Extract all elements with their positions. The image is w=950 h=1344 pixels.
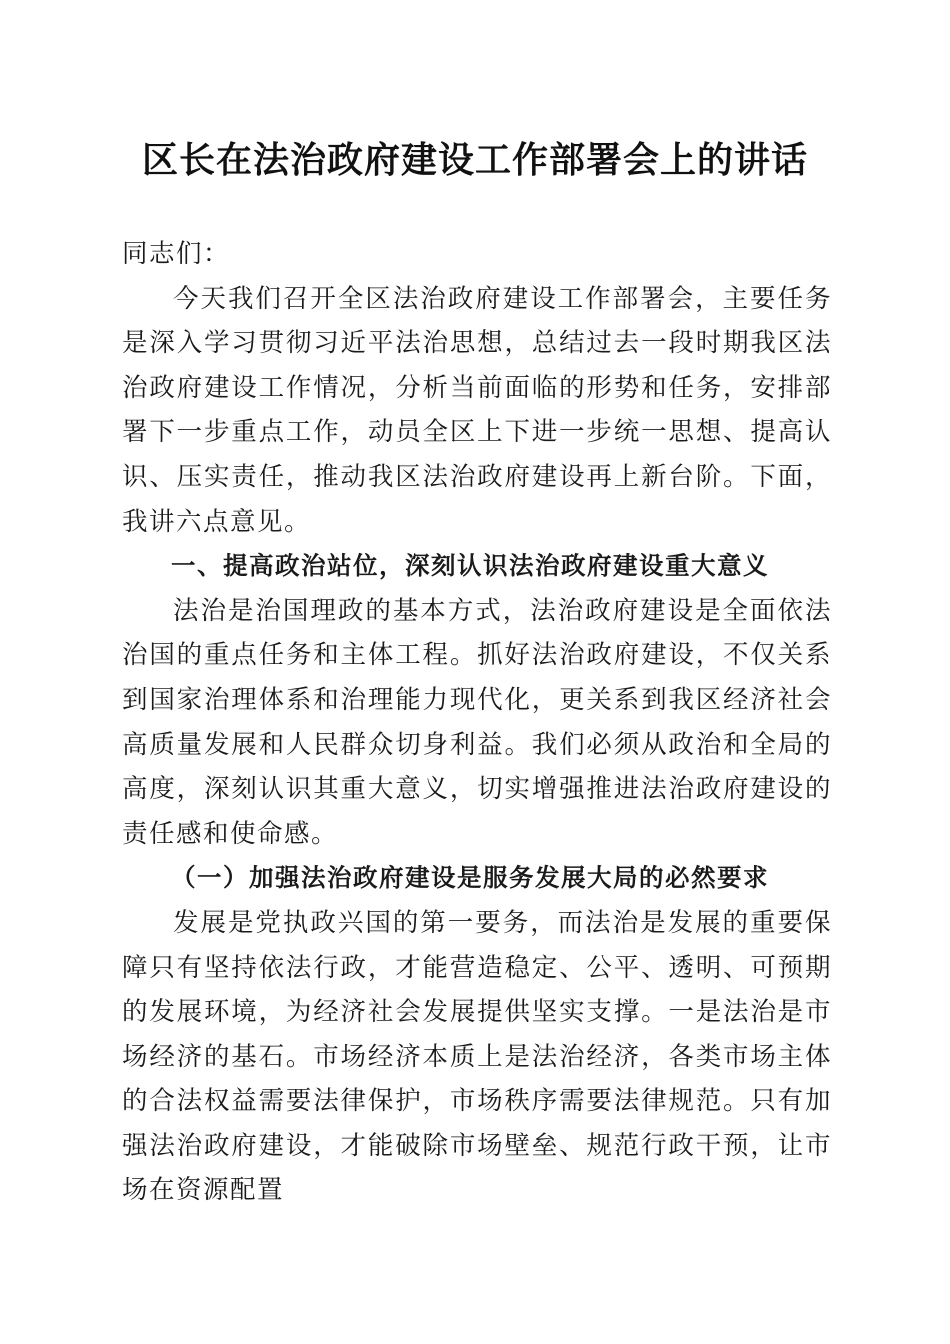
paragraph-subsection-1: 发展是党执政兴国的第一要务，而法治是发展的重要保障只有坚持依法行政，才能营造稳定、公平、透明、可预期的发展环境，为经济社会发展提供坚实支撑。一是法治是市场经济的基石。市场经济本质上是法治经济，各类市场主体的合法权益需要法律保护，市场秩序需要法律规范。只有加强法治政府建设，才能破除市场壁垒、规范行政干预，让市场在资源配置 [122,907,832,1206]
paragraph-section-1: 法治是治国理政的基本方式，法治政府建设是全面依法治国的重点任务和主体工程。抓好法治政府建设，不仅关系到国家治理体系和治理能力现代化，更关系到我区经济社会高质量发展和人民群众切身利益。我们必须从政治和全局的高度，深刻认识其重大意义，切实增强推进法治政府建设的责任感和使命感。 [122,595,832,849]
section-heading-1: 一、提高政治站位，深刻认识法治政府建设重大意义 [171,551,769,581]
document-body [122,232,832,1213]
subsection-heading-1: （一）加强法治政府建设是服务发展大局的必然要求 [171,863,769,893]
document-title: 区长在法治政府建设工作部署会上的讲话 [141,139,808,181]
salutation: 同志们： [122,239,231,269]
paragraph-intro: 今天我们召开全区法治政府建设工作部署会，主要任务是深入学习贯彻习近平法治思想，总结过去一段时期我区法治政府建设工作情况，分析当前面临的形势和任务，安排部署下一步重点工作，动员全区上下进一步统一思想、提高认识、压实责任，推动我区法治政府建设再上新台阶。下面，我讲六点意见。 [122,283,832,537]
